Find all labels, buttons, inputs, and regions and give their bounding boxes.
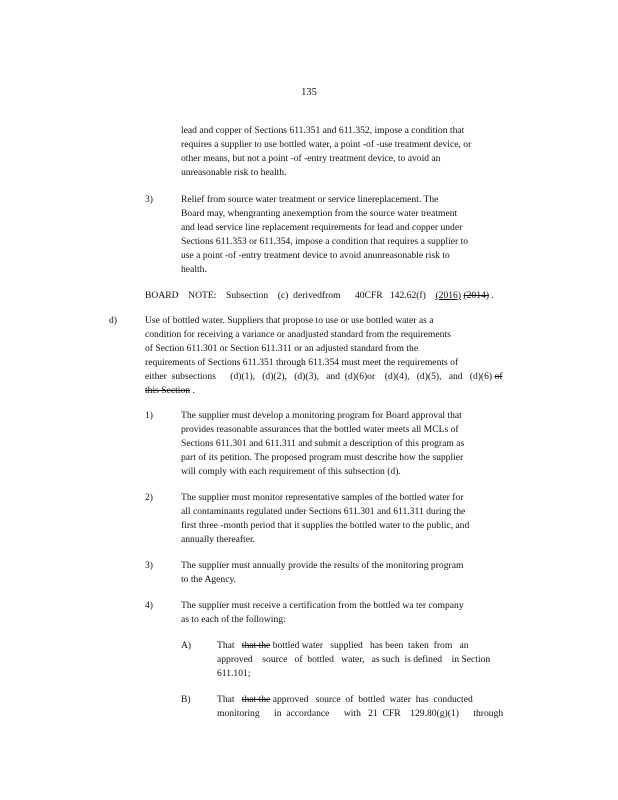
item-2-label: 2) bbox=[145, 492, 153, 503]
text-line: condition for receiving a variance or anadjusted standard from the requirements bbox=[145, 329, 451, 340]
text-line: The supplier must receive a certification from the bottled wa ter company bbox=[181, 600, 464, 611]
text-line: lead and copper of Sections 611.351 and 611.352, impose a condition that bbox=[181, 125, 465, 136]
text-line: will comply with each requirement of this subsection (d). bbox=[181, 466, 401, 477]
board-note-end: . bbox=[491, 290, 494, 301]
sub-a-label: A) bbox=[181, 640, 192, 651]
text-line bbox=[145, 384, 540, 398]
text-line bbox=[217, 693, 517, 707]
item-4-text bbox=[181, 599, 531, 627]
text-line: first three -month period that it supplies the bottled water to the public, and bbox=[181, 520, 470, 531]
item-4-label: 4) bbox=[145, 600, 153, 611]
text-line: and lead service line replacement requirements for lead and copper under bbox=[181, 222, 463, 233]
deleted-text: this Section bbox=[145, 385, 191, 396]
deleted-year: (2014) bbox=[463, 290, 490, 301]
sub-a-text bbox=[217, 639, 517, 681]
sub-b-text bbox=[217, 693, 517, 721]
item-1-label: 1) bbox=[145, 410, 153, 421]
text-line-prefix: That bbox=[217, 694, 235, 705]
section-d-text bbox=[145, 314, 540, 398]
text-line: requirements of Sections 611.351 through 611.354 must meet the requirements of bbox=[145, 357, 459, 368]
sub-b-label: B) bbox=[181, 694, 191, 705]
item-3b-text bbox=[181, 559, 531, 587]
text-line: other means, but not a point -of -entry treatment device, to avoid an bbox=[181, 153, 441, 164]
deleted-text: that the bbox=[241, 640, 271, 651]
text-line: Relief from source water treatment or service linereplacement. The bbox=[181, 194, 439, 205]
text-line: to the Agency. bbox=[181, 574, 237, 585]
text-line: Sections 611.353 or 611.354, impose a condition that requires a supplier to bbox=[181, 236, 469, 247]
text-line: monitoring in accordance with 21 CFR 129.80(g)(1) through bbox=[217, 708, 504, 719]
text-line: as to each of the following: bbox=[181, 614, 286, 625]
text-line: requires a supplier to use bottled water, a point -of -use treatment device, or bbox=[181, 139, 472, 150]
item-3-label: 3) bbox=[145, 194, 153, 205]
text-line: The supplier must develop a monitoring program for Board approval that bbox=[181, 410, 462, 421]
text-line-body: approved source of bottled water has conducted bbox=[270, 694, 473, 705]
page-number: 135 bbox=[301, 87, 317, 98]
item-3-text bbox=[181, 193, 543, 277]
text-line bbox=[145, 370, 540, 384]
intro-paragraph bbox=[181, 124, 539, 180]
text-line: Board may, whengranting anexemption from the source water treatment bbox=[181, 208, 458, 219]
text-line: health. bbox=[181, 264, 207, 275]
text-line: The supplier must monitor representative samples of the bottled water for bbox=[181, 492, 464, 503]
text-line-body: either subsections (d)(1), (d)(2), (d)(3), and (d)(6)or (d)(4), (d)(5), and (d)(6) bbox=[145, 371, 493, 382]
board-note-text: BOARD NOTE: Subsection (c) derivedfrom 40CFR 142.62(f) bbox=[145, 290, 426, 301]
text-line: unreasonable risk to health. bbox=[181, 167, 287, 178]
inserted-year: (2016) bbox=[435, 290, 462, 301]
item-3b-label: 3) bbox=[145, 560, 153, 571]
text-line: all contaminants regulated under Sections 611.301 and 611.311 during the bbox=[181, 506, 466, 517]
text-line: provides reasonable assurances that the bottled water meets all MCLs of bbox=[181, 424, 459, 435]
text-line: Use of bottled water. Suppliers that propose to use or use bottled water as a bbox=[145, 315, 434, 326]
text-line: annually thereafter. bbox=[181, 534, 256, 545]
item-1-text bbox=[181, 409, 539, 479]
section-d-label: d) bbox=[109, 315, 117, 326]
text-line: use a point -of -entry treatment device to avoid anunreasonable risk to bbox=[181, 250, 450, 261]
text-line: part of its petition. The proposed program must describe how the supplier bbox=[181, 452, 464, 463]
text-line: 611.101; bbox=[217, 668, 251, 679]
text-line: approved source of bottled water, as such is defined in Section bbox=[217, 654, 491, 665]
item-2-text bbox=[181, 491, 539, 547]
text-line bbox=[217, 639, 517, 653]
text-line: The supplier must annually provide the results of the monitoring program bbox=[181, 560, 464, 571]
board-note bbox=[145, 289, 545, 303]
text-line: of Section 611.301 or Section 611.311 or an adjusted standard from the bbox=[145, 343, 419, 354]
deleted-text: that the bbox=[241, 694, 271, 705]
deleted-text: of bbox=[494, 371, 503, 382]
text-line-body: bottled water supplied has been taken from an bbox=[270, 640, 469, 651]
text-line: Sections 611.301 and 611.311 and submit a description of this program as bbox=[181, 438, 465, 449]
section-d-end: . bbox=[192, 385, 195, 396]
text-line-prefix: That bbox=[217, 640, 235, 651]
